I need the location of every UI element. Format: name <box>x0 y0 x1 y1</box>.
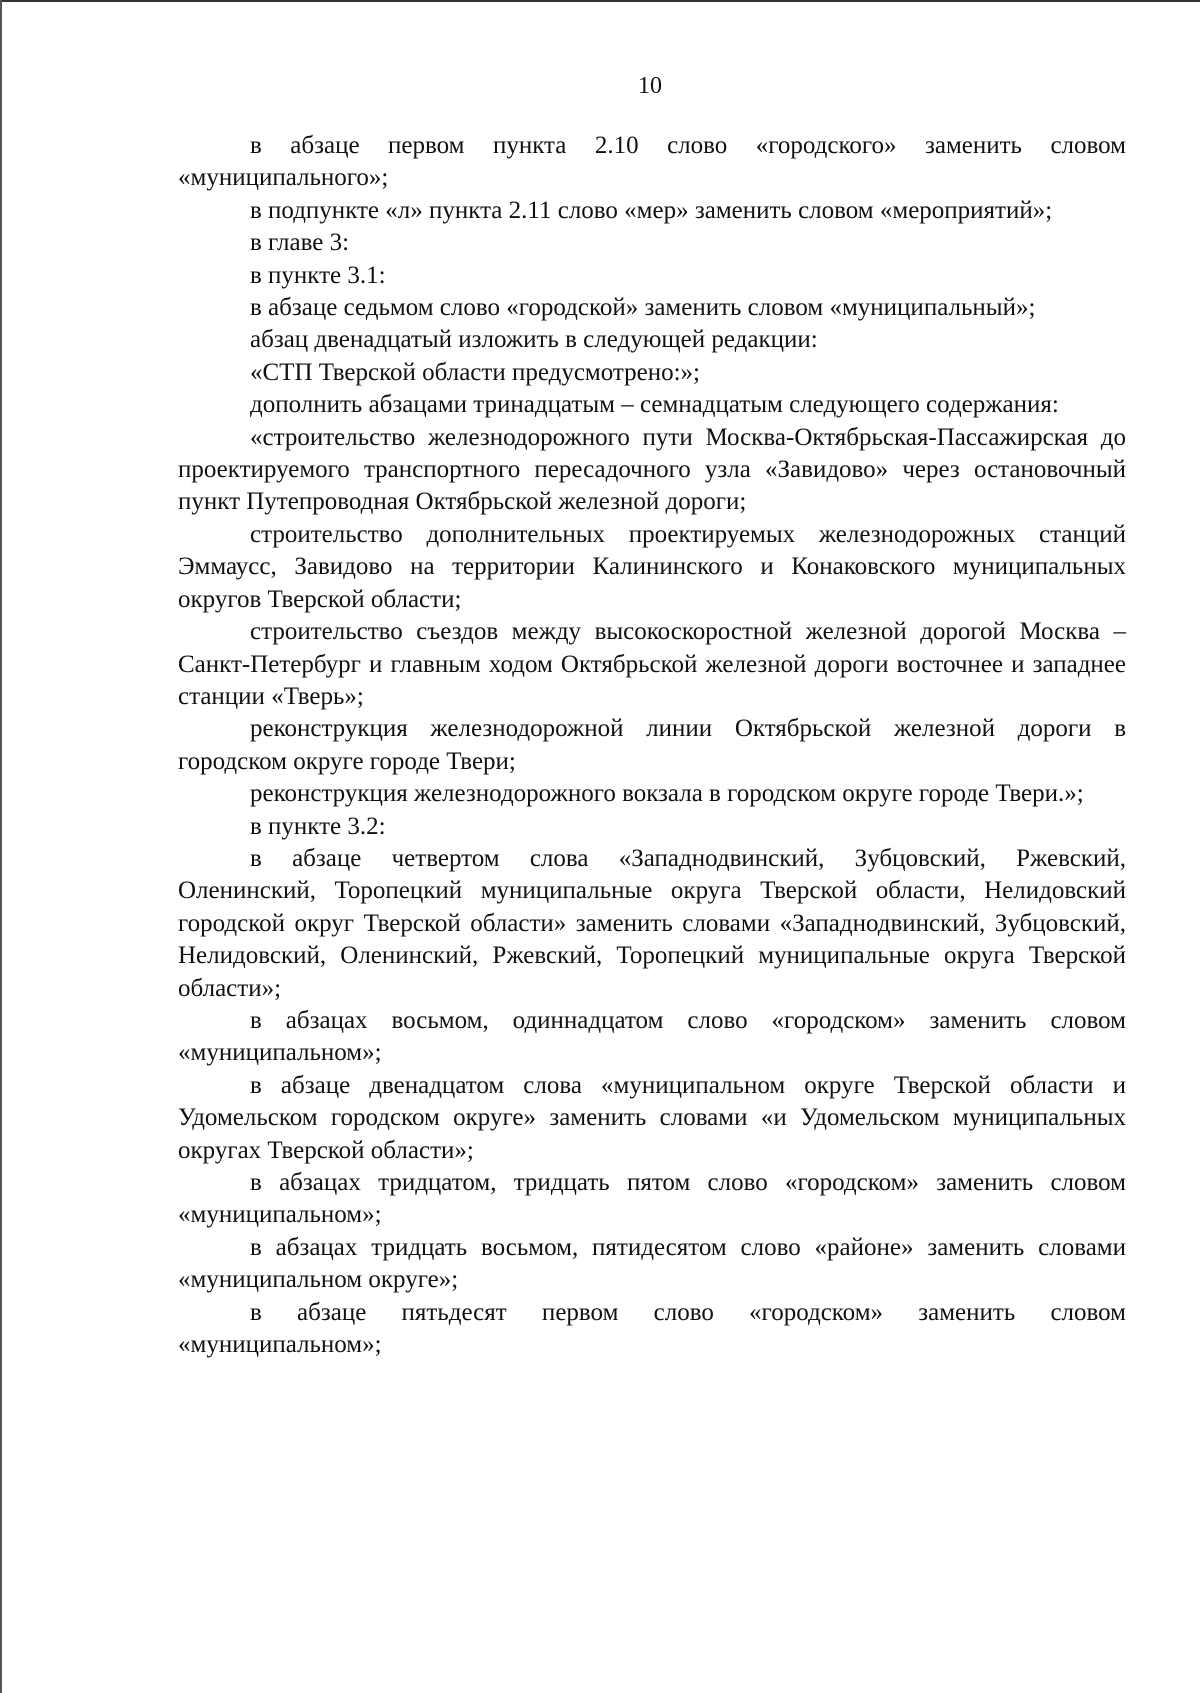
document-body <box>178 130 1126 1361</box>
paragraph: в абзаце первом пункта 2.10 слово «городского» заменить словом «муниципального»; <box>178 132 1126 192</box>
paragraph: абзац двенадцатый изложить в следующей редакции: <box>250 326 818 354</box>
paragraph: в абзаце двенадцатом слова «муниципальном округе Тверской области и Удомельском городском округе» заменить словами «и Удомельском муниципальных округах Тверской области»; <box>178 1071 1126 1164</box>
paragraph: дополнить абзацами тринадцатым – семнадцатым следующего содержания: <box>250 391 1059 419</box>
scan-edge-top <box>0 0 1200 2</box>
paragraph: строительство дополнительных проектируемых железнодорожных станций Эммаусс, Завидово на территории Калининского и Конаковского муниципальных округов Тверской области; <box>178 520 1126 613</box>
paragraph: реконструкция железнодорожного вокзала в городском округе городе Твери.»; <box>250 780 1084 808</box>
paragraph: в пункте 3.2: <box>250 812 386 840</box>
paragraph: «строительство железнодорожного пути Москва-Октябрьская-Пассажирская до проектируемого транспортного пересадочного узла «Завидово» через остановочный пункт Путепроводная Октябрьской железной дороги; <box>178 423 1126 516</box>
paragraph: в подпункте «л» пункта 2.11 слово «мер» заменить словом «мероприятий»; <box>250 196 1053 224</box>
paragraph: строительство съездов между высокоскоростной железной дорогой Москва – Санкт-Петербург и главным ходом Октябрьской железной дороги восточнее и западнее станции «Тверь»; <box>178 618 1126 710</box>
paragraph: в абзацах восьмом, одиннадцатом слово «городском» заменить словом «муниципальном»; <box>178 1006 1126 1067</box>
paragraph: реконструкция железнодорожной линии Октябрьской железной дороги в городском округе городе Твери; <box>178 715 1126 775</box>
paragraph: в пункте 3.1: <box>250 261 386 289</box>
page-number: 10 <box>638 73 662 99</box>
paragraph: «СТП Тверской области предусмотрено:»; <box>250 358 700 386</box>
paragraph: в абзаце пятьдесят первом слово «городском» заменить словом «муниципальном»; <box>178 1298 1126 1359</box>
scan-edge-left <box>0 0 2 1693</box>
paragraph: в абзаце седьмом слово «городской» заменить словом «муниципальный»; <box>250 294 1036 322</box>
paragraph: в абзацах тридцатом, тридцать пятом слово «городском» заменить словом «муниципальном»; <box>178 1169 1126 1229</box>
paragraph: в абзацах тридцать восьмом, пятидесятом слово «районе» заменить словами «муниципальном округе»; <box>178 1233 1126 1294</box>
paragraph: в главе 3: <box>250 229 350 257</box>
paragraph: в абзаце четвертом слова «Западнодвинский, Зубцовский, Ржевский, Оленинский, Торопецкий муниципальные округа Тверской области, Нелидовский городской округ Тверской области» заменить словами «Западнодвинский, Зубцовский, Нелидовский, Оленинский, Ржевский, Торопецкий муниципальные округа Тверской области»; <box>178 844 1126 1002</box>
